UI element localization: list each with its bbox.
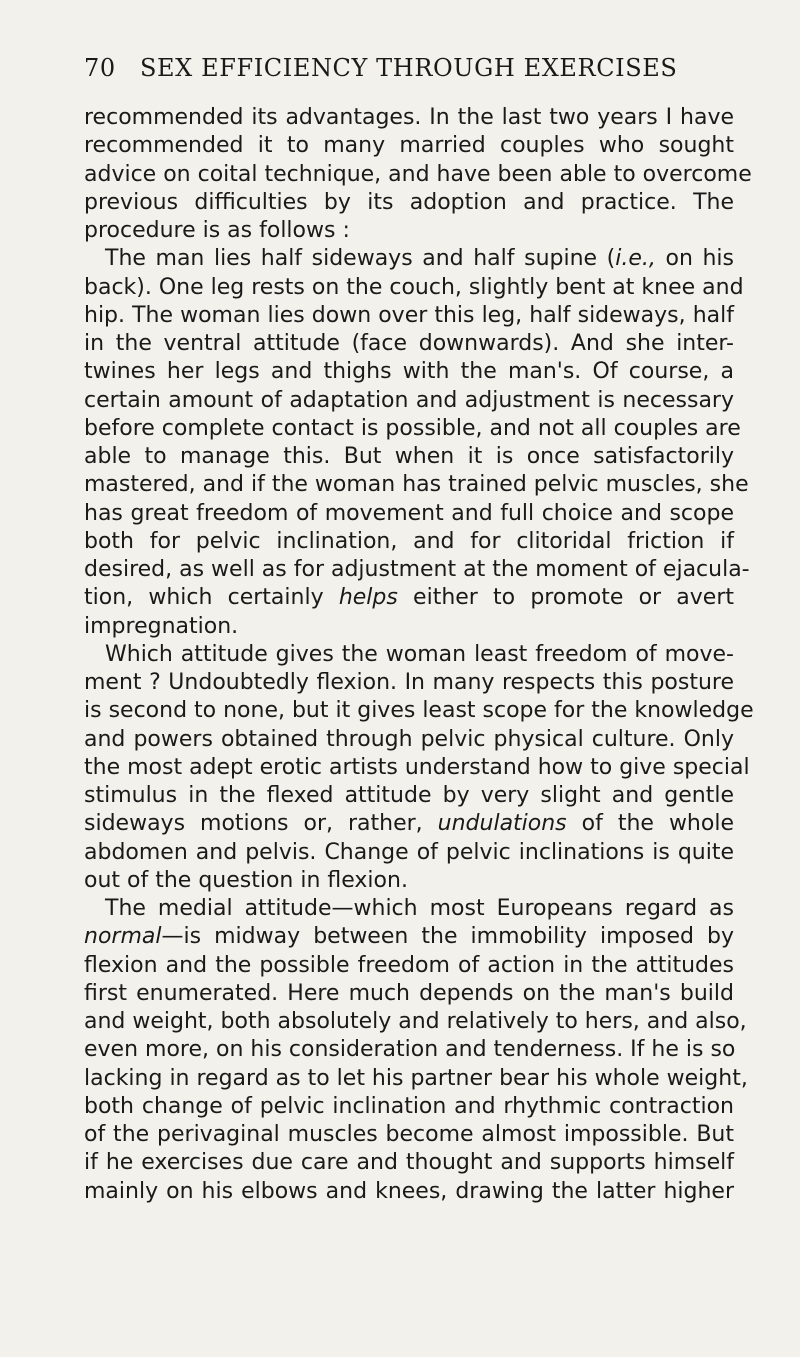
text-line: out of the question in flexion.: [84, 867, 408, 893]
text-line: lacking in regard as to let his partner bear his whole weight,: [84, 1065, 748, 1091]
text-line: is second to none, but it gives least scope for the knowledge: [84, 698, 754, 724]
text-line: if he exercises due care and thought and supports himself: [84, 1150, 734, 1176]
running-head: [84, 54, 724, 98]
text-line: flexion and the possible freedom of action in the attitudes: [84, 952, 734, 978]
text-line: has great freedom of movement and full choice and scope: [84, 500, 734, 526]
page-number: 70: [84, 54, 116, 82]
text-line: normal—is midway between the immobility imposed by: [84, 924, 734, 950]
text-line: tion, which certainly helps either to promote or avert: [84, 585, 734, 611]
text-line: both change of pelvic inclination and rhythmic contraction: [84, 1093, 734, 1119]
text-line: back). One leg rests on the couch, slightly bent at knee and: [84, 274, 744, 300]
text-line: sideways motions or, rather, undulations of the whole: [84, 811, 734, 837]
text-line: recommended it to many married couples who sought: [84, 133, 734, 159]
text-line: abdomen and pelvis. Change of pelvic inclinations is quite: [84, 839, 734, 865]
text-line: The man lies half sideways and half supine (i.e., on his: [105, 246, 734, 272]
text-line: stimulus in the flexed attitude by very slight and gentle: [84, 783, 734, 808]
body-text: [84, 104, 754, 1206]
text-line: certain amount of adaptation and adjustment is necessary: [84, 387, 734, 413]
text-line: impregnation.: [84, 613, 239, 639]
text-line: desired, as well as for adjustment at the moment of ejacula-: [84, 557, 750, 582]
text-line: previous difficulties by its adoption and practice. The: [84, 189, 734, 215]
text-line: mainly on his elbows and knees, drawing the latter higher: [84, 1178, 734, 1204]
text-line: first enumerated. Here much depends on the man's build: [84, 980, 734, 1006]
text-line: able to manage this. But when it is once satisfactorily: [84, 444, 734, 469]
text-line: hip. The woman lies down over this leg, half sideways, half: [84, 302, 734, 328]
text-line: The medial attitude—which most Europeans regard as: [105, 896, 734, 921]
text-line: advice on coital technique, and have been able to overcome: [84, 161, 752, 187]
text-line: Which attitude gives the woman least freedom of move-: [105, 641, 734, 667]
text-line: of the perivaginal muscles become almost impossible. But: [84, 1122, 734, 1147]
text-line: ment ? Undoubtedly flexion. In many respects this posture: [84, 670, 734, 695]
text-line: and powers obtained through pelvic physical culture. Only: [84, 726, 734, 752]
text-line: twines her legs and thighs with the man's. Of course, a: [84, 359, 734, 385]
text-line: even more, on his consideration and tenderness. If he is so: [84, 1037, 736, 1063]
text-line: the most adept erotic artists understand how to give special: [84, 754, 750, 780]
text-line: before complete contact is possible, and not all couples are: [84, 415, 741, 441]
running-title: SEX EFFICIENCY THROUGH EXERCISES: [140, 54, 678, 82]
text-line: recommended its advantages. In the last two years I have: [84, 105, 734, 130]
text-line: in the ventral attitude (face downwards). And she inter-: [84, 331, 734, 356]
text-line: mastered, and if the woman has trained pelvic muscles, she: [84, 472, 749, 498]
text-line: procedure is as follows :: [84, 218, 350, 243]
text-line: and weight, both absolutely and relatively to hers, and also,: [84, 1009, 747, 1034]
text-line: both for pelvic inclination, and for clitoridal friction if: [84, 528, 734, 554]
